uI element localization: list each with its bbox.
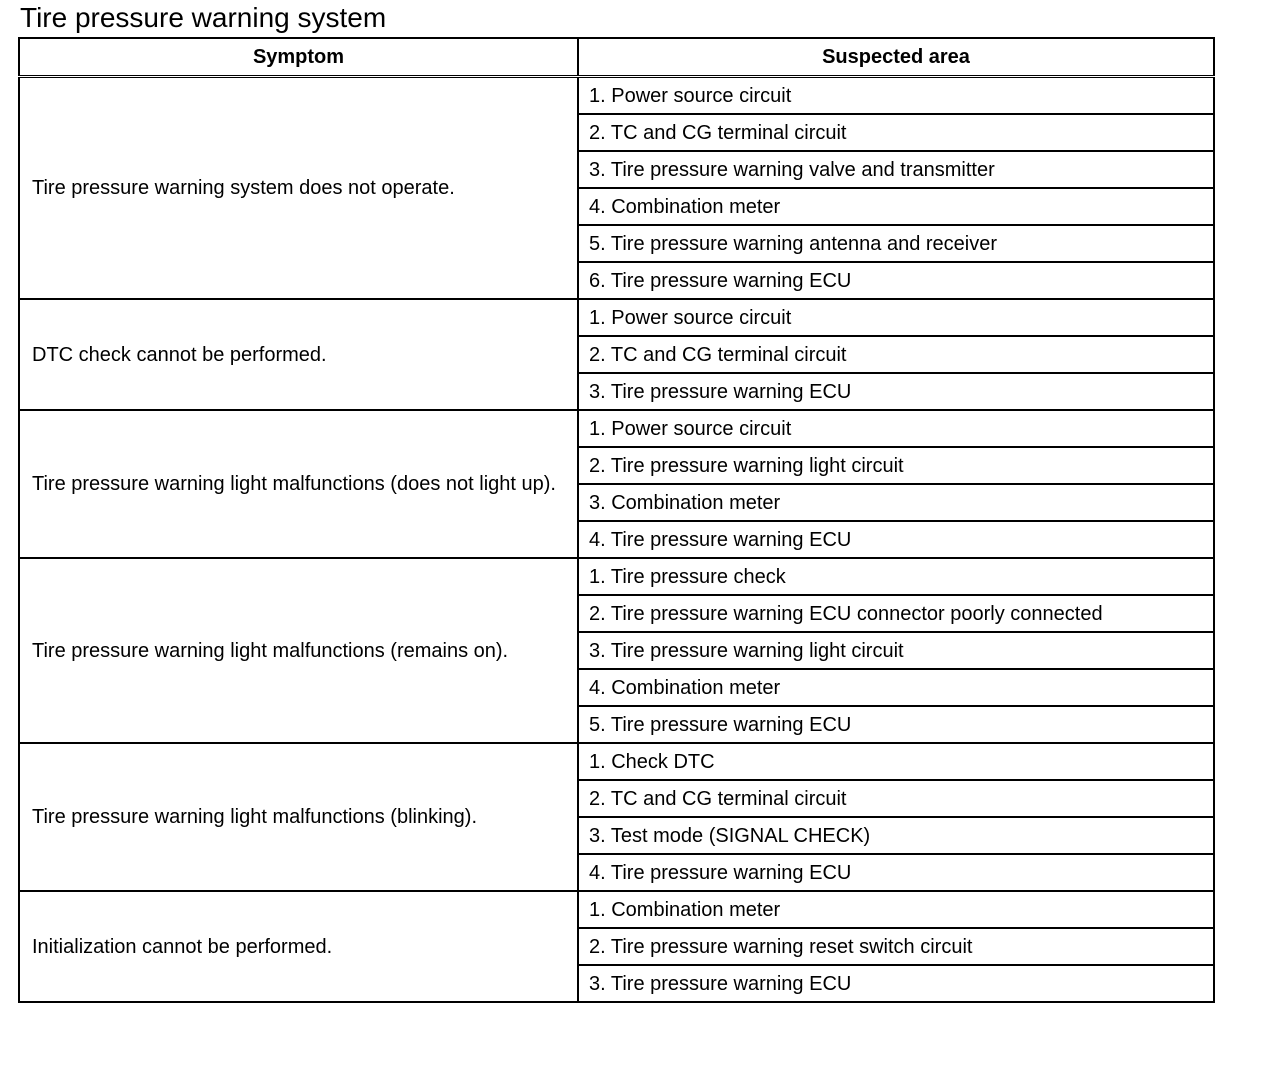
suspected-area-cell: 1. Check DTC <box>578 743 1214 780</box>
suspected-area-cell: 1. Combination meter <box>578 891 1214 928</box>
suspected-area-cell: 3. Combination meter <box>578 484 1214 521</box>
symptom-cell: Tire pressure warning light malfunctions (blinking). <box>19 743 578 891</box>
suspected-area-cell: 1. Power source circuit <box>578 77 1214 115</box>
suspected-area-cell: 5. Tire pressure warning ECU <box>578 706 1214 743</box>
column-header-suspected-area: Suspected area <box>578 38 1214 77</box>
suspected-area-cell: 2. Tire pressure warning light circuit <box>578 447 1214 484</box>
suspected-area-cell: 1. Power source circuit <box>578 410 1214 447</box>
column-header-symptom: Symptom <box>19 38 578 77</box>
table-header <box>19 38 1214 77</box>
suspected-area-cell: 3. Tire pressure warning valve and transmitter <box>578 151 1214 188</box>
suspected-area-cell: 4. Tire pressure warning ECU <box>578 854 1214 891</box>
suspected-area-cell: 3. Tire pressure warning light circuit <box>578 632 1214 669</box>
suspected-area-cell: 1. Tire pressure check <box>578 558 1214 595</box>
suspected-area-cell: 4. Combination meter <box>578 188 1214 225</box>
suspected-area-cell: 2. TC and CG terminal circuit <box>578 114 1214 151</box>
page-title: Tire pressure warning system <box>20 2 387 33</box>
symptom-cell: Tire pressure warning system does not operate. <box>19 77 578 300</box>
suspected-area-cell: 3. Test mode (SIGNAL CHECK) <box>578 817 1214 854</box>
suspected-area-cell: 2. Tire pressure warning ECU connector poorly connected <box>578 595 1214 632</box>
table-row <box>19 891 1214 928</box>
suspected-area-cell: 3. Tire pressure warning ECU <box>578 373 1214 410</box>
table-row <box>19 410 1214 447</box>
table-row <box>19 77 1214 115</box>
suspected-area-cell: 2. Tire pressure warning reset switch circuit <box>578 928 1214 965</box>
symptom-cell: DTC check cannot be performed. <box>19 299 578 410</box>
symptom-cell: Initialization cannot be performed. <box>19 891 578 1002</box>
table-row <box>19 743 1214 780</box>
table-body <box>19 77 1214 1003</box>
suspected-area-cell: 2. TC and CG terminal circuit <box>578 336 1214 373</box>
suspected-area-cell: 1. Power source circuit <box>578 299 1214 336</box>
table-row <box>19 299 1214 336</box>
symptom-cell: Tire pressure warning light malfunctions (remains on). <box>19 558 578 743</box>
header-row <box>19 38 1214 77</box>
suspected-area-cell: 5. Tire pressure warning antenna and receiver <box>578 225 1214 262</box>
suspected-area-cell: 3. Tire pressure warning ECU <box>578 965 1214 1002</box>
suspected-area-cell: 2. TC and CG terminal circuit <box>578 780 1214 817</box>
suspected-area-cell: 4. Tire pressure warning ECU <box>578 521 1214 558</box>
suspected-area-cell: 6. Tire pressure warning ECU <box>578 262 1214 299</box>
symptom-cell: Tire pressure warning light malfunctions (does not light up). <box>19 410 578 558</box>
table-row <box>19 558 1214 595</box>
suspected-area-cell: 4. Combination meter <box>578 669 1214 706</box>
symptom-table <box>18 37 1215 1003</box>
